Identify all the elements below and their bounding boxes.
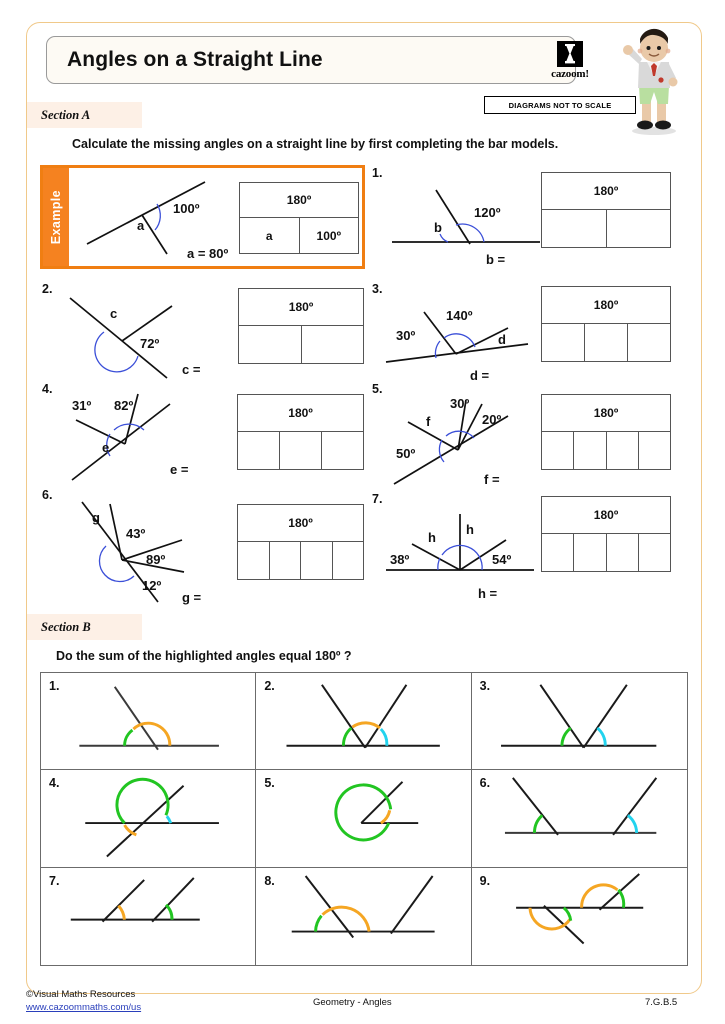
svg-text:h: h — [428, 530, 436, 545]
bar-cell[interactable] — [302, 326, 364, 363]
svg-text:g: g — [92, 510, 100, 525]
svg-text:c =: c = — [182, 362, 201, 377]
item-number: 8. — [264, 873, 275, 888]
section-b-item-3[interactable] — [472, 673, 687, 770]
footer-topic: Geometry - Angles — [313, 997, 392, 1008]
item-number: 9. — [479, 873, 491, 888]
bar-cell[interactable] — [542, 324, 585, 361]
bar-cell[interactable] — [238, 542, 270, 579]
question-number: 3. — [372, 282, 383, 296]
bar-total: 180º — [238, 395, 363, 432]
worksheet-title-box — [46, 36, 576, 84]
svg-text:82º: 82º — [114, 398, 134, 413]
svg-text:e =: e = — [170, 462, 189, 477]
section-b-item-6[interactable] — [472, 770, 687, 867]
cazoom-logo-text: cazoom! — [551, 67, 589, 80]
bar-total: 180º — [238, 505, 363, 542]
bar-cells — [542, 210, 670, 247]
question-number: 5. — [372, 382, 383, 396]
svg-text:30º: 30º — [396, 328, 416, 343]
svg-text:f =: f = — [484, 472, 500, 487]
section-b-item-2[interactable] — [256, 673, 471, 770]
figure-6 — [472, 770, 687, 866]
item-number: 4. — [49, 776, 60, 791]
question-6-bar-model — [237, 504, 364, 580]
bar-cells — [542, 324, 670, 361]
section-a-label: Section A — [41, 107, 91, 122]
question-number: 6. — [42, 488, 53, 502]
bar-cell[interactable] — [607, 432, 639, 469]
bar-cells — [239, 326, 363, 363]
student-character-icon — [614, 26, 688, 138]
question-7-bar-model — [541, 496, 671, 572]
svg-text:b: b — [434, 220, 442, 235]
svg-text:20º: 20º — [482, 412, 502, 427]
bar-cell[interactable] — [333, 542, 364, 579]
page-title: Angles on a Straight Line — [67, 48, 323, 71]
example-bar-model — [239, 182, 359, 254]
bar-total: 180º — [239, 289, 363, 326]
bar-cell[interactable] — [639, 534, 670, 571]
question-1-bar-model — [541, 172, 671, 248]
figure-5 — [256, 770, 470, 866]
bar-cell[interactable] — [322, 432, 363, 469]
question-2 — [40, 282, 365, 382]
bar-total: 180º — [542, 395, 670, 432]
svg-text:a = 80º: a = 80º — [187, 246, 229, 261]
svg-text:140º: 140º — [446, 308, 473, 323]
section-b-label: Section B — [41, 619, 91, 634]
bar-cell[interactable] — [238, 432, 280, 469]
question-4-diagram — [52, 386, 237, 486]
bar-cell[interactable] — [607, 534, 639, 571]
svg-text:d: d — [498, 332, 506, 347]
svg-text:38º: 38º — [390, 552, 410, 567]
figure-4 — [41, 770, 255, 866]
bar-cells — [542, 432, 670, 469]
item-number: 5. — [264, 776, 275, 791]
footer-copyright: ©Visual Maths Resources — [26, 989, 136, 1000]
example-tab-label: Example — [49, 189, 63, 245]
bar-cell[interactable]: 100º — [316, 228, 341, 243]
footer-standard-code: 7.G.B.5 — [645, 997, 678, 1008]
bar-total: 180º — [542, 287, 670, 324]
diagrams-not-to-scale-text: DIAGRAMS NOT TO SCALE — [508, 100, 612, 110]
question-2-diagram — [52, 286, 237, 382]
section-a-instruction: Calculate the missing angles on a straight line by first completing the bar models. — [72, 137, 559, 151]
section-b-grid — [40, 672, 688, 966]
figure-3 — [472, 673, 687, 769]
section-a-tag — [27, 102, 142, 128]
svg-text:50º: 50º — [396, 446, 416, 461]
item-number: 7. — [49, 873, 60, 888]
section-b-item-9[interactable] — [472, 868, 687, 965]
section-b-tag — [27, 614, 142, 640]
svg-text:e: e — [102, 440, 110, 455]
svg-text:54º: 54º — [492, 552, 512, 567]
bar-cells — [542, 534, 670, 571]
question-1 — [368, 166, 688, 270]
question-7-diagram — [378, 500, 558, 604]
question-number: 4. — [42, 382, 53, 396]
bar-cell[interactable] — [542, 210, 607, 247]
figure-8 — [256, 868, 470, 965]
bar-cell[interactable] — [542, 534, 574, 571]
bar-cells — [238, 432, 363, 469]
footer-website-link[interactable]: www.cazoommaths.com/us — [26, 1002, 142, 1013]
bar-total: 180º — [240, 183, 358, 218]
svg-text:c: c — [110, 306, 118, 321]
example-box — [40, 165, 365, 269]
section-b-item-5[interactable] — [256, 770, 471, 867]
bar-cell[interactable] — [270, 542, 302, 579]
example-body — [69, 168, 362, 266]
question-5-bar-model — [541, 394, 671, 470]
question-3-bar-model — [541, 286, 671, 362]
bar-cell[interactable]: a — [240, 218, 300, 253]
figure-7 — [41, 868, 255, 965]
bar-cell[interactable] — [542, 432, 574, 469]
svg-text:12º: 12º — [142, 578, 162, 593]
bar-cell[interactable] — [574, 534, 606, 571]
svg-text:b =: b = — [486, 252, 506, 266]
section-b-item-1[interactable] — [41, 673, 256, 770]
svg-text:100º: 100º — [173, 201, 200, 216]
svg-text:f: f — [426, 414, 431, 429]
svg-text:31º: 31º — [72, 398, 92, 413]
bar-cell[interactable] — [574, 432, 606, 469]
svg-text:30º: 30º — [450, 396, 470, 411]
svg-text:d =: d = — [470, 368, 490, 382]
item-number: 2. — [264, 679, 275, 693]
bar-cells — [240, 218, 358, 253]
question-number: 2. — [42, 282, 53, 296]
svg-text:72º: 72º — [140, 336, 160, 351]
bar-total: 180º — [542, 173, 670, 210]
bar-total: 180º — [542, 497, 670, 534]
section-b-instruction: Do the sum of the highlighted angles equal 180º ? — [56, 649, 352, 663]
item-number: 3. — [479, 679, 491, 693]
svg-text:120º: 120º — [474, 205, 501, 220]
svg-text:43º: 43º — [126, 526, 146, 541]
cazoom-hourglass-icon — [557, 41, 583, 67]
svg-text:g =: g = — [182, 590, 202, 605]
section-b-item-8[interactable] — [256, 868, 471, 965]
question-6-diagram — [54, 490, 239, 606]
figure-1 — [41, 673, 255, 769]
bar-cell[interactable] — [301, 542, 333, 579]
figure-2 — [256, 673, 470, 769]
bar-cell[interactable] — [280, 432, 322, 469]
svg-text:h: h — [466, 522, 474, 537]
svg-text:a: a — [137, 218, 145, 233]
question-1-diagram — [378, 172, 568, 266]
question-3-diagram — [378, 288, 558, 382]
bar-cells — [238, 542, 363, 579]
bar-cell[interactable] — [585, 324, 628, 361]
question-4-bar-model — [237, 394, 364, 470]
figure-9 — [472, 868, 687, 965]
question-7 — [368, 492, 688, 604]
bar-cell[interactable] — [639, 432, 670, 469]
cazoom-logo — [539, 38, 601, 82]
bar-cell[interactable] — [628, 324, 670, 361]
question-3 — [368, 282, 688, 382]
question-5-diagram — [378, 386, 558, 490]
section-b-item-4[interactable] — [41, 770, 256, 867]
item-number: 6. — [479, 776, 491, 791]
question-6 — [40, 488, 365, 606]
question-4 — [40, 382, 365, 486]
question-5 — [368, 382, 688, 490]
question-number: 7. — [372, 492, 383, 506]
svg-text:89º: 89º — [146, 552, 166, 567]
item-number: 1. — [49, 679, 60, 693]
svg-text:h =: h = — [478, 586, 498, 601]
example-tab — [43, 168, 69, 266]
section-b-item-7[interactable] — [41, 868, 256, 965]
bar-cell[interactable] — [239, 326, 302, 363]
bar-cell[interactable] — [607, 210, 671, 247]
question-number: 1. — [372, 166, 383, 180]
question-2-bar-model — [238, 288, 364, 364]
